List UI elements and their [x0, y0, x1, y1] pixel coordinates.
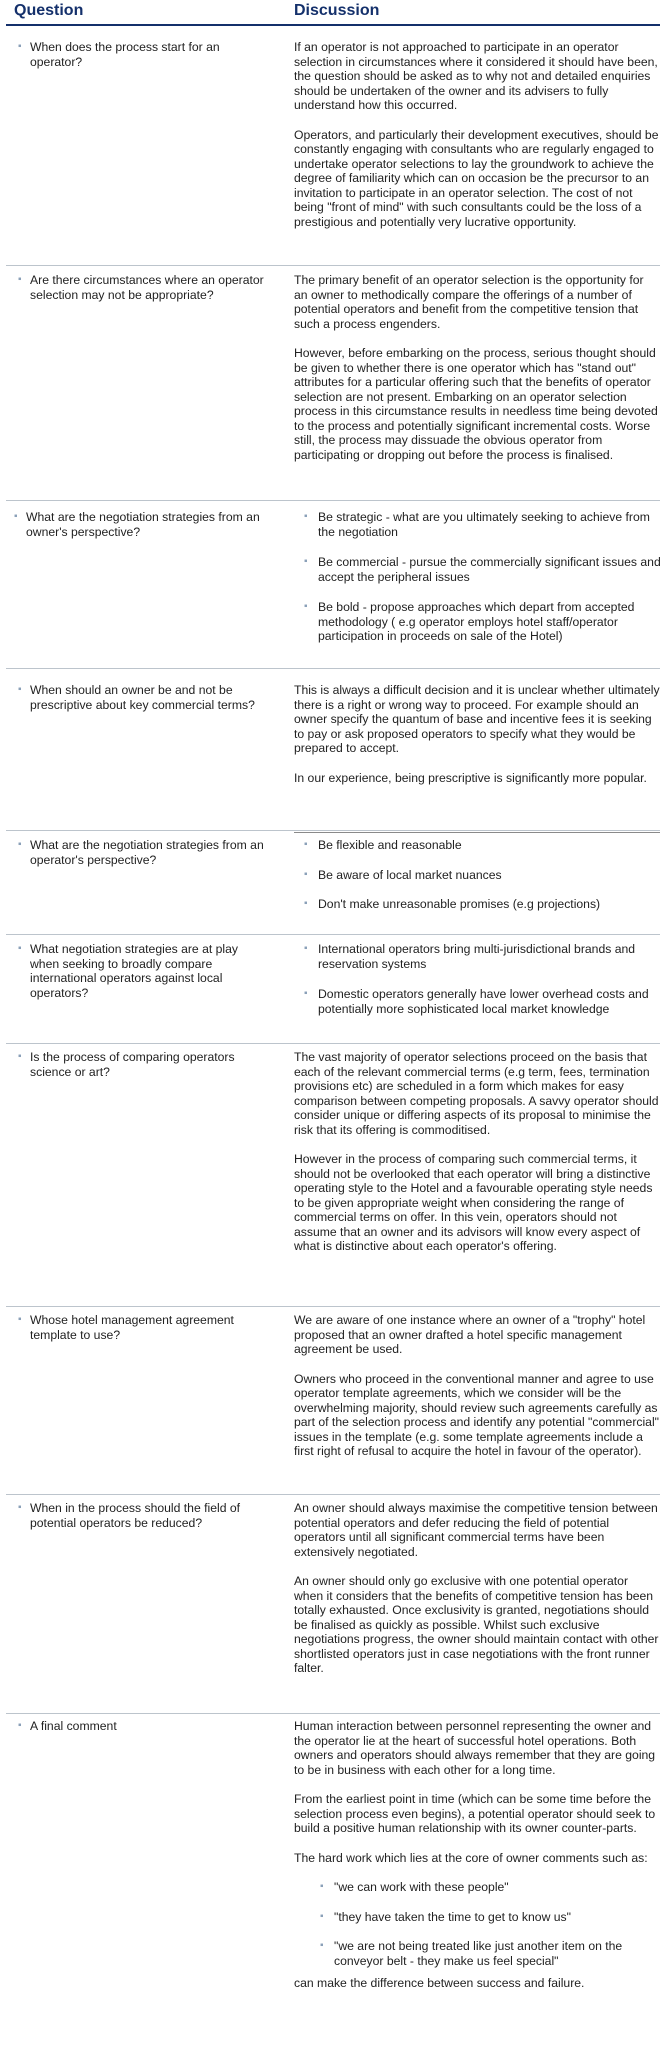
- list-item: [320, 1939, 660, 1968]
- discussion-paragraph: The vast majority of operator selections proceed on the basis that each of the relevant commercial terms (e.g term, fees, termination provisions etc) are scheduled in a form which makes for easy comparison between competing proposals. A savvy operator should consider unique or differing aspects of its proposal to minimise the risk that its offering is commoditised.: [294, 1050, 659, 1137]
- discussion-cell: [294, 273, 660, 477]
- discussion-paragraph: Owners who proceed in the conventional manner and agree to use operator template agreements, which we consider will be the overwhelming majority, should review such agreements carefully as part of the selection process and identify any potential "commercial" issues in the template (e.g. some template agreements include a first right of refusal to acquire the hotel in favour of the operator).: [294, 1371, 659, 1458]
- discussion-cell: [294, 1050, 660, 1269]
- list-item-text: Be strategic - what are you ultimately seeking to achieve from the negotiation: [318, 510, 650, 539]
- discussion-paragraph: In our experience, being prescriptive is significantly more popular.: [294, 770, 647, 785]
- header-divider: [6, 24, 660, 26]
- bullet-icon: ▪: [304, 556, 308, 567]
- discussion-cell: [294, 1313, 660, 1474]
- discussion-column-header: Discussion: [294, 2, 380, 19]
- table-header: [0, 0, 665, 26]
- cell-divider: [294, 832, 660, 833]
- bullet-icon: ▪: [304, 511, 308, 522]
- bullet-icon: ▪: [18, 1502, 22, 1513]
- discussion-paragraph: This is always a difficult decision and it is unclear whether ultimately there is a right or wrong way to proceed. For example should an owner specify the quantum of base and incentive fees it is seeking to pay or ask proposed operators to specify what they would be prepared to accept.: [294, 683, 660, 755]
- bullet-icon: ▪: [18, 1720, 22, 1731]
- discussion-paragraph: We are aware of one instance where an owner of a "trophy" hotel proposed that an owner drafted a hotel specific management agreement be used.: [294, 1313, 646, 1356]
- bullet-icon: ▪: [304, 839, 308, 850]
- list-item: [304, 555, 665, 584]
- discussion-paragraph: An owner should always maximise the competitive tension between potential operators and defer reducing the field of potential operators until all significant commercial terms have been extensively negotiated.: [294, 1501, 658, 1559]
- bullet-icon: ▪: [14, 511, 18, 522]
- list-item-text: Be commercial - pursue the commercially significant issues and accept the peripheral issues: [318, 555, 661, 584]
- row-divider: [6, 265, 660, 266]
- bullet-icon: ▪: [304, 601, 308, 612]
- row-divider: [6, 1713, 660, 1714]
- bullet-icon: ▪: [304, 943, 308, 954]
- row-divider: [6, 934, 660, 935]
- discussion-cell: [294, 838, 660, 928]
- discussion-bullet-list: [294, 942, 660, 1016]
- list-item: [304, 942, 665, 971]
- question-text: What are the negotiation strategies from an owner's perspective?: [26, 510, 260, 539]
- bullet-icon: ▪: [304, 868, 308, 880]
- list-item: [304, 868, 665, 883]
- question-text: What negotiation strategies are at play when seeking to broadly compare international operators against local operators?: [30, 942, 238, 1000]
- question-text: Is the process of comparing operators science or art?: [30, 1050, 235, 1079]
- list-item-text: Domestic operators generally have lower overhead costs and potentially more sophisticated local market knowledge: [318, 987, 649, 1016]
- discussion-cell: [294, 40, 660, 244]
- discussion-cell: [294, 1719, 660, 1991]
- quote-text: "they have taken the time to get to know us": [334, 1909, 571, 1924]
- bullet-icon: ▪: [320, 1910, 324, 1922]
- list-item-text: Be aware of local market nuances: [318, 867, 502, 882]
- list-item: [304, 510, 665, 539]
- discussion-paragraph: However in the process of comparing such commercial terms, it should not be overlooked that each operator will bring a distinctive operating style to the Hotel and a favourable operating style needs to be given appropriate weight when considering the range of commercial terms on offer. In this vein, operators should not assume that an owner and its advisors will know every aspect of what is distinctive about each operator's offering.: [294, 1152, 653, 1253]
- bullet-icon: ▪: [304, 898, 308, 909]
- discussion-bullet-list: [294, 510, 660, 644]
- question-text: What are the negotiation strategies from an operator's perspective?: [30, 838, 264, 867]
- discussion-paragraph: If an operator is not approached to participate in an operator selection in circumstances where it considered it should have been, the question should be asked as to why not and detailed enquiries should be undertaken of the owner and its advisers to fully understand how this occurred.: [294, 40, 658, 112]
- discussion-paragraph: However, before embarking on the process, serious thought should be given to whether there is one operator which has "stand out" attributes for a particular offering such that the benefits of operator selection are not present. Embarking on an operator selection process in this circumstance results in needless time being devoted to the process and potentially significant incremental costs. Worse still, the process may dissuade the obvious operator from participating or dropping out before the process is finalised.: [294, 346, 658, 462]
- question-text: When does the process start for an operator?: [30, 40, 220, 69]
- list-item: [304, 897, 665, 912]
- list-item: [320, 1910, 660, 1925]
- discussion-bullet-list: [294, 838, 660, 912]
- list-item-text: Be flexible and reasonable: [318, 838, 462, 852]
- row-divider: [6, 1043, 660, 1044]
- list-item-text: Don't make unreasonable promises (e.g projections): [318, 897, 601, 911]
- question-text: When in the process should the field of potential operators be reduced?: [30, 1501, 241, 1530]
- bullet-icon: ▪: [18, 1314, 22, 1325]
- bullet-icon: ▪: [18, 1051, 22, 1062]
- bullet-icon: ▪: [18, 41, 22, 52]
- quote-text: "we can work with these people": [334, 1880, 509, 1894]
- list-item: [304, 987, 665, 1016]
- bullet-icon: ▪: [304, 988, 308, 999]
- bullet-icon: ▪: [18, 943, 22, 954]
- bullet-icon: ▪: [18, 839, 22, 850]
- discussion-paragraph: Operators, and particularly their development executives, should be constantly engaging with consultants who are regularly engaged to undertake operator selections to lay the groundwork to achieve the degree of familiarity which can on occasion be the precursor to an invitation to participate in an operator selection. The cost of not being "front of mind" with such consultants could be the loss of a prestigious and potentially very lucrative opportunity.: [294, 127, 659, 229]
- list-item-text: Be bold - propose approaches which depart from accepted methodology ( e.g operator employs hotel staff/operator participation in proceeds on sale of the Hotel): [318, 600, 635, 643]
- discussion-cell: [294, 942, 660, 1032]
- discussion-paragraph: Human interaction between personnel representing the owner and the operator lie at the heart of successful hotel operations. Both owners and operators should always remember that they are going to be in business with each other for a long time.: [294, 1719, 656, 1777]
- question-text: Are there circumstances where an operator selection may not be appropriate?: [30, 273, 264, 302]
- question-column-header: Question: [14, 2, 84, 19]
- row-divider: [6, 830, 660, 831]
- list-item: [304, 600, 665, 644]
- closing-sentence: can make the difference between success and failure.: [294, 1976, 585, 1990]
- row-divider: [6, 1494, 660, 1495]
- list-item: [320, 1880, 660, 1895]
- discussion-cell: [294, 1501, 660, 1691]
- bullet-icon: ▪: [320, 1881, 324, 1892]
- question-text: Whose hotel management agreement template to use?: [30, 1313, 234, 1342]
- bullet-icon: ▪: [18, 274, 22, 285]
- list-item-text: International operators bring multi-jurisdictional brands and reservation systems: [318, 942, 636, 971]
- discussion-paragraph: The hard work which lies at the core of owner comments such as:: [294, 1850, 648, 1865]
- discussion-paragraph: An owner should only go exclusive with one potential operator when it considers that the benefits of competitive tension has been totally exhausted. Once exclusivity is granted, negotiations should be finalised as quickly as possible. Whilst such exclusive negotiations progress, the owner should maintain contact with other shortlisted operators just in case negotiations with the front runner falter.: [294, 1574, 659, 1675]
- row-divider: [6, 1306, 660, 1307]
- row-divider: [6, 668, 660, 669]
- discussion-cell: [294, 510, 660, 660]
- quote-list: [320, 1880, 660, 1968]
- bullet-icon: ▪: [320, 1940, 324, 1951]
- quote-text: "we are not being treated like just another item on the conveyor belt - they make us feel special": [334, 1939, 623, 1968]
- row-divider: [6, 500, 660, 501]
- list-item: [304, 838, 665, 853]
- discussion-cell: [294, 683, 660, 800]
- question-text: When should an owner be and not be prescriptive about key commercial terms?: [30, 683, 255, 712]
- discussion-paragraph: From the earliest point in time (which can be some time before the selection process even begins), a potential operator should seek to build a positive human relationship with its owner counter-parts.: [294, 1792, 656, 1835]
- bullet-icon: ▪: [18, 684, 22, 695]
- discussion-paragraph: The primary benefit of an operator selection is the opportunity for an owner to methodically compare the offerings of a number of potential operators and benefit from the competitive tension that such a process engenders.: [294, 273, 644, 331]
- question-text: A final comment: [30, 1719, 117, 1733]
